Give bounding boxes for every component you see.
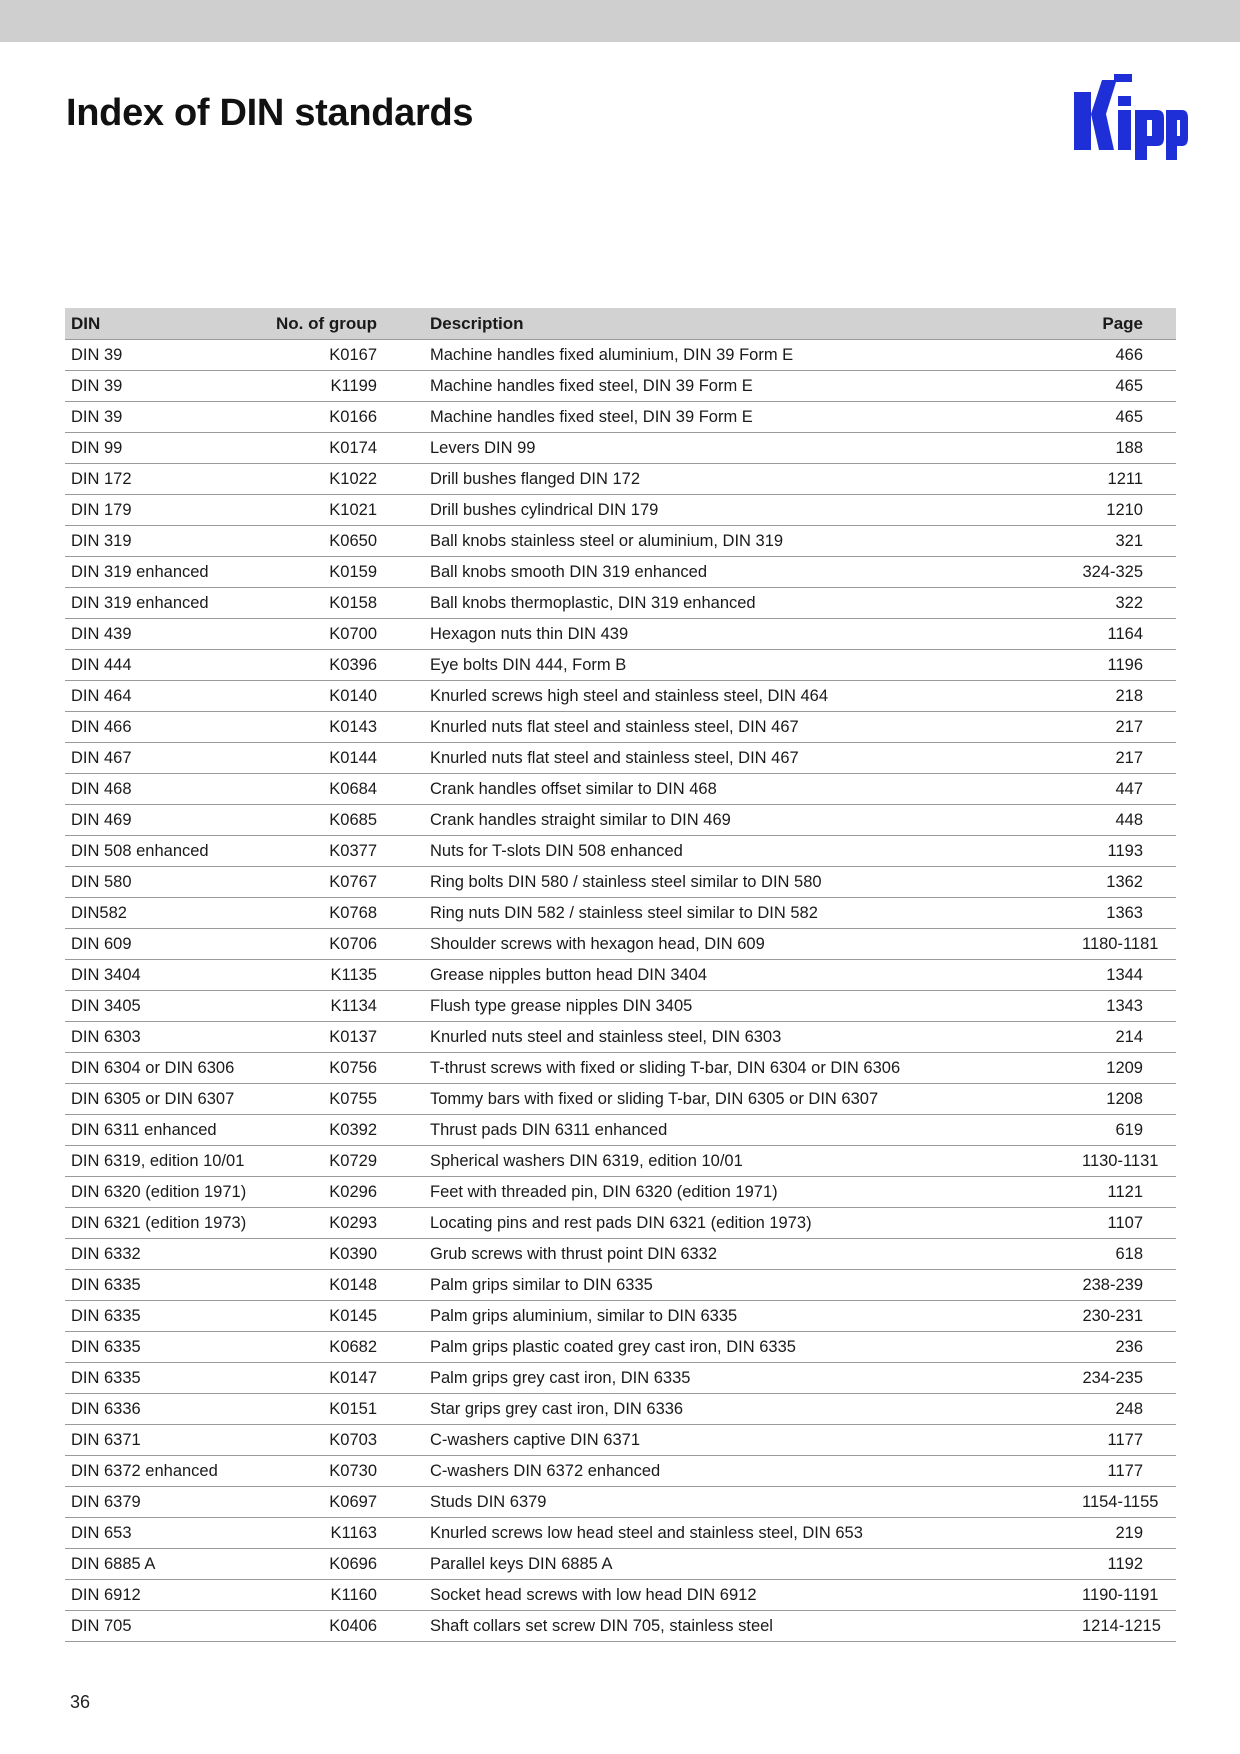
group-cell: K1160 <box>250 1580 379 1611</box>
din-cell: DIN 39 <box>65 402 250 433</box>
table-row <box>65 464 1176 495</box>
group-cell: K0755 <box>250 1084 379 1115</box>
column-header-page: Page <box>1076 308 1176 340</box>
group-cell: K0140 <box>250 681 379 712</box>
group-cell: K0703 <box>250 1425 379 1456</box>
page-cell: 1121 <box>1076 1177 1176 1208</box>
din-cell: DIN 6305 or DIN 6307 <box>65 1084 250 1115</box>
table-row <box>65 402 1176 433</box>
page-cell: 1210 <box>1076 495 1176 526</box>
page-cell: 238-239 <box>1076 1270 1176 1301</box>
table-row <box>65 1146 1176 1177</box>
description-cell: Palm grips plastic coated grey cast iron, DIN 6335 <box>379 1332 1076 1363</box>
page-cell: 465 <box>1076 402 1176 433</box>
table-row <box>65 557 1176 588</box>
din-cell: DIN 508 enhanced <box>65 836 250 867</box>
column-header-din: DIN <box>65 308 250 340</box>
table-row <box>65 1518 1176 1549</box>
table-row <box>65 1053 1176 1084</box>
group-cell: K0682 <box>250 1332 379 1363</box>
din-cell: DIN 6336 <box>65 1394 250 1425</box>
description-cell: Knurled nuts flat steel and stainless steel, DIN 467 <box>379 712 1076 743</box>
page-cell: 1208 <box>1076 1084 1176 1115</box>
description-cell: Knurled screws low head steel and stainless steel, DIN 653 <box>379 1518 1076 1549</box>
description-cell: Star grips grey cast iron, DIN 6336 <box>379 1394 1076 1425</box>
page-cell: 236 <box>1076 1332 1176 1363</box>
din-cell: DIN 172 <box>65 464 250 495</box>
page-cell: 217 <box>1076 743 1176 774</box>
table-row <box>65 867 1176 898</box>
group-cell: K0767 <box>250 867 379 898</box>
din-cell: DIN 319 enhanced <box>65 588 250 619</box>
group-cell: K0293 <box>250 1208 379 1239</box>
table-row <box>65 991 1176 1022</box>
group-cell: K0650 <box>250 526 379 557</box>
description-cell: Nuts for T-slots DIN 508 enhanced <box>379 836 1076 867</box>
table-row <box>65 619 1176 650</box>
description-cell: Spherical washers DIN 6319, edition 10/01 <box>379 1146 1076 1177</box>
table-row <box>65 681 1176 712</box>
table-row <box>65 1611 1176 1642</box>
din-cell: DIN 466 <box>65 712 250 743</box>
table-row <box>65 743 1176 774</box>
din-cell: DIN 6335 <box>65 1332 250 1363</box>
din-index-table <box>65 308 1176 1642</box>
group-cell: K1163 <box>250 1518 379 1549</box>
page-cell: 448 <box>1076 805 1176 836</box>
group-cell: K0148 <box>250 1270 379 1301</box>
table-row <box>65 1549 1176 1580</box>
group-cell: K0167 <box>250 340 379 371</box>
din-cell: DIN 468 <box>65 774 250 805</box>
page-cell: 217 <box>1076 712 1176 743</box>
din-cell: DIN 99 <box>65 433 250 464</box>
description-cell: Knurled screws high steel and stainless steel, DIN 464 <box>379 681 1076 712</box>
page-cell: 188 <box>1076 433 1176 464</box>
page-cell: 218 <box>1076 681 1176 712</box>
table-row <box>65 1022 1176 1053</box>
page-cell: 466 <box>1076 340 1176 371</box>
page-cell: 1130-1131 <box>1076 1146 1176 1177</box>
page-cell: 219 <box>1076 1518 1176 1549</box>
page-cell: 1362 <box>1076 867 1176 898</box>
description-cell: Ball knobs thermoplastic, DIN 319 enhanced <box>379 588 1076 619</box>
table-row <box>65 1363 1176 1394</box>
description-cell: Shoulder screws with hexagon head, DIN 609 <box>379 929 1076 960</box>
page-cell: 1343 <box>1076 991 1176 1022</box>
din-cell: DIN 6304 or DIN 6306 <box>65 1053 250 1084</box>
table-row <box>65 929 1176 960</box>
page-title: Index of DIN standards <box>66 92 474 134</box>
din-cell: DIN 3405 <box>65 991 250 1022</box>
din-cell: DIN 6335 <box>65 1301 250 1332</box>
page-cell: 230-231 <box>1076 1301 1176 1332</box>
description-cell: Eye bolts DIN 444, Form B <box>379 650 1076 681</box>
group-cell: K0137 <box>250 1022 379 1053</box>
page-cell: 619 <box>1076 1115 1176 1146</box>
group-cell: K0396 <box>250 650 379 681</box>
description-cell: C-washers DIN 6372 enhanced <box>379 1456 1076 1487</box>
din-cell: DIN 6335 <box>65 1363 250 1394</box>
page-cell: 248 <box>1076 1394 1176 1425</box>
description-cell: Ball knobs stainless steel or aluminium, DIN 319 <box>379 526 1076 557</box>
table-row <box>65 588 1176 619</box>
din-cell: DIN 469 <box>65 805 250 836</box>
din-cell: DIN 6319, edition 10/01 <box>65 1146 250 1177</box>
group-cell: K1022 <box>250 464 379 495</box>
description-cell: Palm grips aluminium, similar to DIN 6335 <box>379 1301 1076 1332</box>
group-cell: K1021 <box>250 495 379 526</box>
page-cell: 214 <box>1076 1022 1176 1053</box>
din-cell: DIN 6303 <box>65 1022 250 1053</box>
din-cell: DIN 6379 <box>65 1487 250 1518</box>
page-cell: 1107 <box>1076 1208 1176 1239</box>
table-row <box>65 1301 1176 1332</box>
description-cell: Machine handles fixed steel, DIN 39 Form E <box>379 371 1076 402</box>
group-cell: K0174 <box>250 433 379 464</box>
din-cell: DIN 6372 enhanced <box>65 1456 250 1487</box>
table-row <box>65 1580 1176 1611</box>
din-cell: DIN 319 <box>65 526 250 557</box>
table-row <box>65 1177 1176 1208</box>
page-number: 36 <box>70 1692 91 1712</box>
page-cell: 1344 <box>1076 960 1176 991</box>
din-cell: DIN 609 <box>65 929 250 960</box>
table-row <box>65 1425 1176 1456</box>
page-cell: 1164 <box>1076 619 1176 650</box>
page-cell: 1363 <box>1076 898 1176 929</box>
description-cell: Grease nipples button head DIN 3404 <box>379 960 1076 991</box>
group-cell: K1199 <box>250 371 379 402</box>
group-cell: K0166 <box>250 402 379 433</box>
table-row <box>65 340 1176 371</box>
description-cell: Feet with threaded pin, DIN 6320 (edition 1971) <box>379 1177 1076 1208</box>
table-row <box>65 1239 1176 1270</box>
column-header-group: No. of group <box>250 308 379 340</box>
description-cell: Knurled nuts flat steel and stainless steel, DIN 467 <box>379 743 1076 774</box>
group-cell: K0390 <box>250 1239 379 1270</box>
din-cell: DIN 6335 <box>65 1270 250 1301</box>
description-cell: Thrust pads DIN 6311 enhanced <box>379 1115 1076 1146</box>
description-cell: Tommy bars with fixed or sliding T-bar, DIN 6305 or DIN 6307 <box>379 1084 1076 1115</box>
din-cell: DIN 6885 A <box>65 1549 250 1580</box>
description-cell: Studs DIN 6379 <box>379 1487 1076 1518</box>
din-cell: DIN 6912 <box>65 1580 250 1611</box>
group-cell: K0151 <box>250 1394 379 1425</box>
group-cell: K0147 <box>250 1363 379 1394</box>
group-cell: K1134 <box>250 991 379 1022</box>
page-cell: 322 <box>1076 588 1176 619</box>
table-row <box>65 1270 1176 1301</box>
description-cell: Hexagon nuts thin DIN 439 <box>379 619 1076 650</box>
group-cell: K0696 <box>250 1549 379 1580</box>
description-cell: Parallel keys DIN 6885 A <box>379 1549 1076 1580</box>
description-cell: Ball knobs smooth DIN 319 enhanced <box>379 557 1076 588</box>
group-cell: K0296 <box>250 1177 379 1208</box>
description-cell: Flush type grease nipples DIN 3405 <box>379 991 1076 1022</box>
description-cell: Palm grips grey cast iron, DIN 6335 <box>379 1363 1076 1394</box>
description-cell: Locating pins and rest pads DIN 6321 (edition 1973) <box>379 1208 1076 1239</box>
page-cell: 1190-1191 <box>1076 1580 1176 1611</box>
description-cell: Shaft collars set screw DIN 705, stainless steel <box>379 1611 1076 1642</box>
table-row <box>65 1332 1176 1363</box>
group-cell: K0143 <box>250 712 379 743</box>
page-cell: 324-325 <box>1076 557 1176 588</box>
description-cell: Knurled nuts steel and stainless steel, DIN 6303 <box>379 1022 1076 1053</box>
page-cell: 618 <box>1076 1239 1176 1270</box>
table-row <box>65 712 1176 743</box>
group-cell: K0392 <box>250 1115 379 1146</box>
description-cell: Levers DIN 99 <box>379 433 1076 464</box>
group-cell: K0159 <box>250 557 379 588</box>
table-row <box>65 960 1176 991</box>
column-header-description: Description <box>379 308 1076 340</box>
group-cell: K0144 <box>250 743 379 774</box>
description-cell: Ring nuts DIN 582 / stainless steel similar to DIN 582 <box>379 898 1076 929</box>
group-cell: K0145 <box>250 1301 379 1332</box>
table-row <box>65 1208 1176 1239</box>
top-band <box>0 0 1240 42</box>
din-cell: DIN 3404 <box>65 960 250 991</box>
page-cell: 1180-1181 <box>1076 929 1176 960</box>
page-cell: 1193 <box>1076 836 1176 867</box>
table-row <box>65 774 1176 805</box>
description-cell: Palm grips similar to DIN 6335 <box>379 1270 1076 1301</box>
table-row <box>65 371 1176 402</box>
din-cell: DIN 179 <box>65 495 250 526</box>
page-cell: 1177 <box>1076 1425 1176 1456</box>
group-cell: K1135 <box>250 960 379 991</box>
table-header-row <box>65 308 1176 340</box>
din-cell: DIN 464 <box>65 681 250 712</box>
din-cell: DIN 6311 enhanced <box>65 1115 250 1146</box>
table-row <box>65 805 1176 836</box>
description-cell: Crank handles offset similar to DIN 468 <box>379 774 1076 805</box>
group-cell: K0700 <box>250 619 379 650</box>
group-cell: K0768 <box>250 898 379 929</box>
group-cell: K0697 <box>250 1487 379 1518</box>
description-cell: T-thrust screws with fixed or sliding T-bar, DIN 6304 or DIN 6306 <box>379 1053 1076 1084</box>
group-cell: K0756 <box>250 1053 379 1084</box>
description-cell: Ring bolts DIN 580 / stainless steel similar to DIN 580 <box>379 867 1076 898</box>
group-cell: K0730 <box>250 1456 379 1487</box>
table-row <box>65 650 1176 681</box>
table-row <box>65 898 1176 929</box>
din-cell: DIN 6332 <box>65 1239 250 1270</box>
din-cell: DIN 6371 <box>65 1425 250 1456</box>
group-cell: K0685 <box>250 805 379 836</box>
din-cell: DIN 6320 (edition 1971) <box>65 1177 250 1208</box>
din-cell: DIN 39 <box>65 371 250 402</box>
table-row <box>65 836 1176 867</box>
din-cell: DIN 705 <box>65 1611 250 1642</box>
din-cell: DIN 444 <box>65 650 250 681</box>
group-cell: K0158 <box>250 588 379 619</box>
group-cell: K0377 <box>250 836 379 867</box>
page-cell: 321 <box>1076 526 1176 557</box>
group-cell: K0684 <box>250 774 379 805</box>
din-cell: DIN 580 <box>65 867 250 898</box>
din-cell: DIN 439 <box>65 619 250 650</box>
table-row <box>65 526 1176 557</box>
table-body <box>65 340 1176 1642</box>
page-cell: 1211 <box>1076 464 1176 495</box>
description-cell: C-washers captive DIN 6371 <box>379 1425 1076 1456</box>
group-cell: K0406 <box>250 1611 379 1642</box>
page-cell: 1209 <box>1076 1053 1176 1084</box>
page-cell: 1192 <box>1076 1549 1176 1580</box>
din-cell: DIN 467 <box>65 743 250 774</box>
description-cell: Drill bushes cylindrical DIN 179 <box>379 495 1076 526</box>
description-cell: Machine handles fixed aluminium, DIN 39 Form E <box>379 340 1076 371</box>
page-cell: 465 <box>1076 371 1176 402</box>
page-cell: 1196 <box>1076 650 1176 681</box>
page-cell: 447 <box>1076 774 1176 805</box>
table-row <box>65 1084 1176 1115</box>
din-cell: DIN 6321 (edition 1973) <box>65 1208 250 1239</box>
table-row <box>65 1394 1176 1425</box>
description-cell: Socket head screws with low head DIN 6912 <box>379 1580 1076 1611</box>
group-cell: K0729 <box>250 1146 379 1177</box>
din-cell: DIN 39 <box>65 340 250 371</box>
din-cell: DIN582 <box>65 898 250 929</box>
din-cell: DIN 319 enhanced <box>65 557 250 588</box>
description-cell: Grub screws with thrust point DIN 6332 <box>379 1239 1076 1270</box>
table-row <box>65 495 1176 526</box>
group-cell: K0706 <box>250 929 379 960</box>
table-row <box>65 1456 1176 1487</box>
din-cell: DIN 653 <box>65 1518 250 1549</box>
page-cell: 234-235 <box>1076 1363 1176 1394</box>
table-row <box>65 433 1176 464</box>
table-row <box>65 1115 1176 1146</box>
description-cell: Machine handles fixed steel, DIN 39 Form E <box>379 402 1076 433</box>
description-cell: Drill bushes flanged DIN 172 <box>379 464 1076 495</box>
page-cell: 1154-1155 <box>1076 1487 1176 1518</box>
table-row <box>65 1487 1176 1518</box>
page-cell: 1177 <box>1076 1456 1176 1487</box>
page-cell: 1214-1215 <box>1076 1611 1176 1642</box>
description-cell: Crank handles straight similar to DIN 469 <box>379 805 1076 836</box>
kipp-logo <box>1072 74 1188 160</box>
